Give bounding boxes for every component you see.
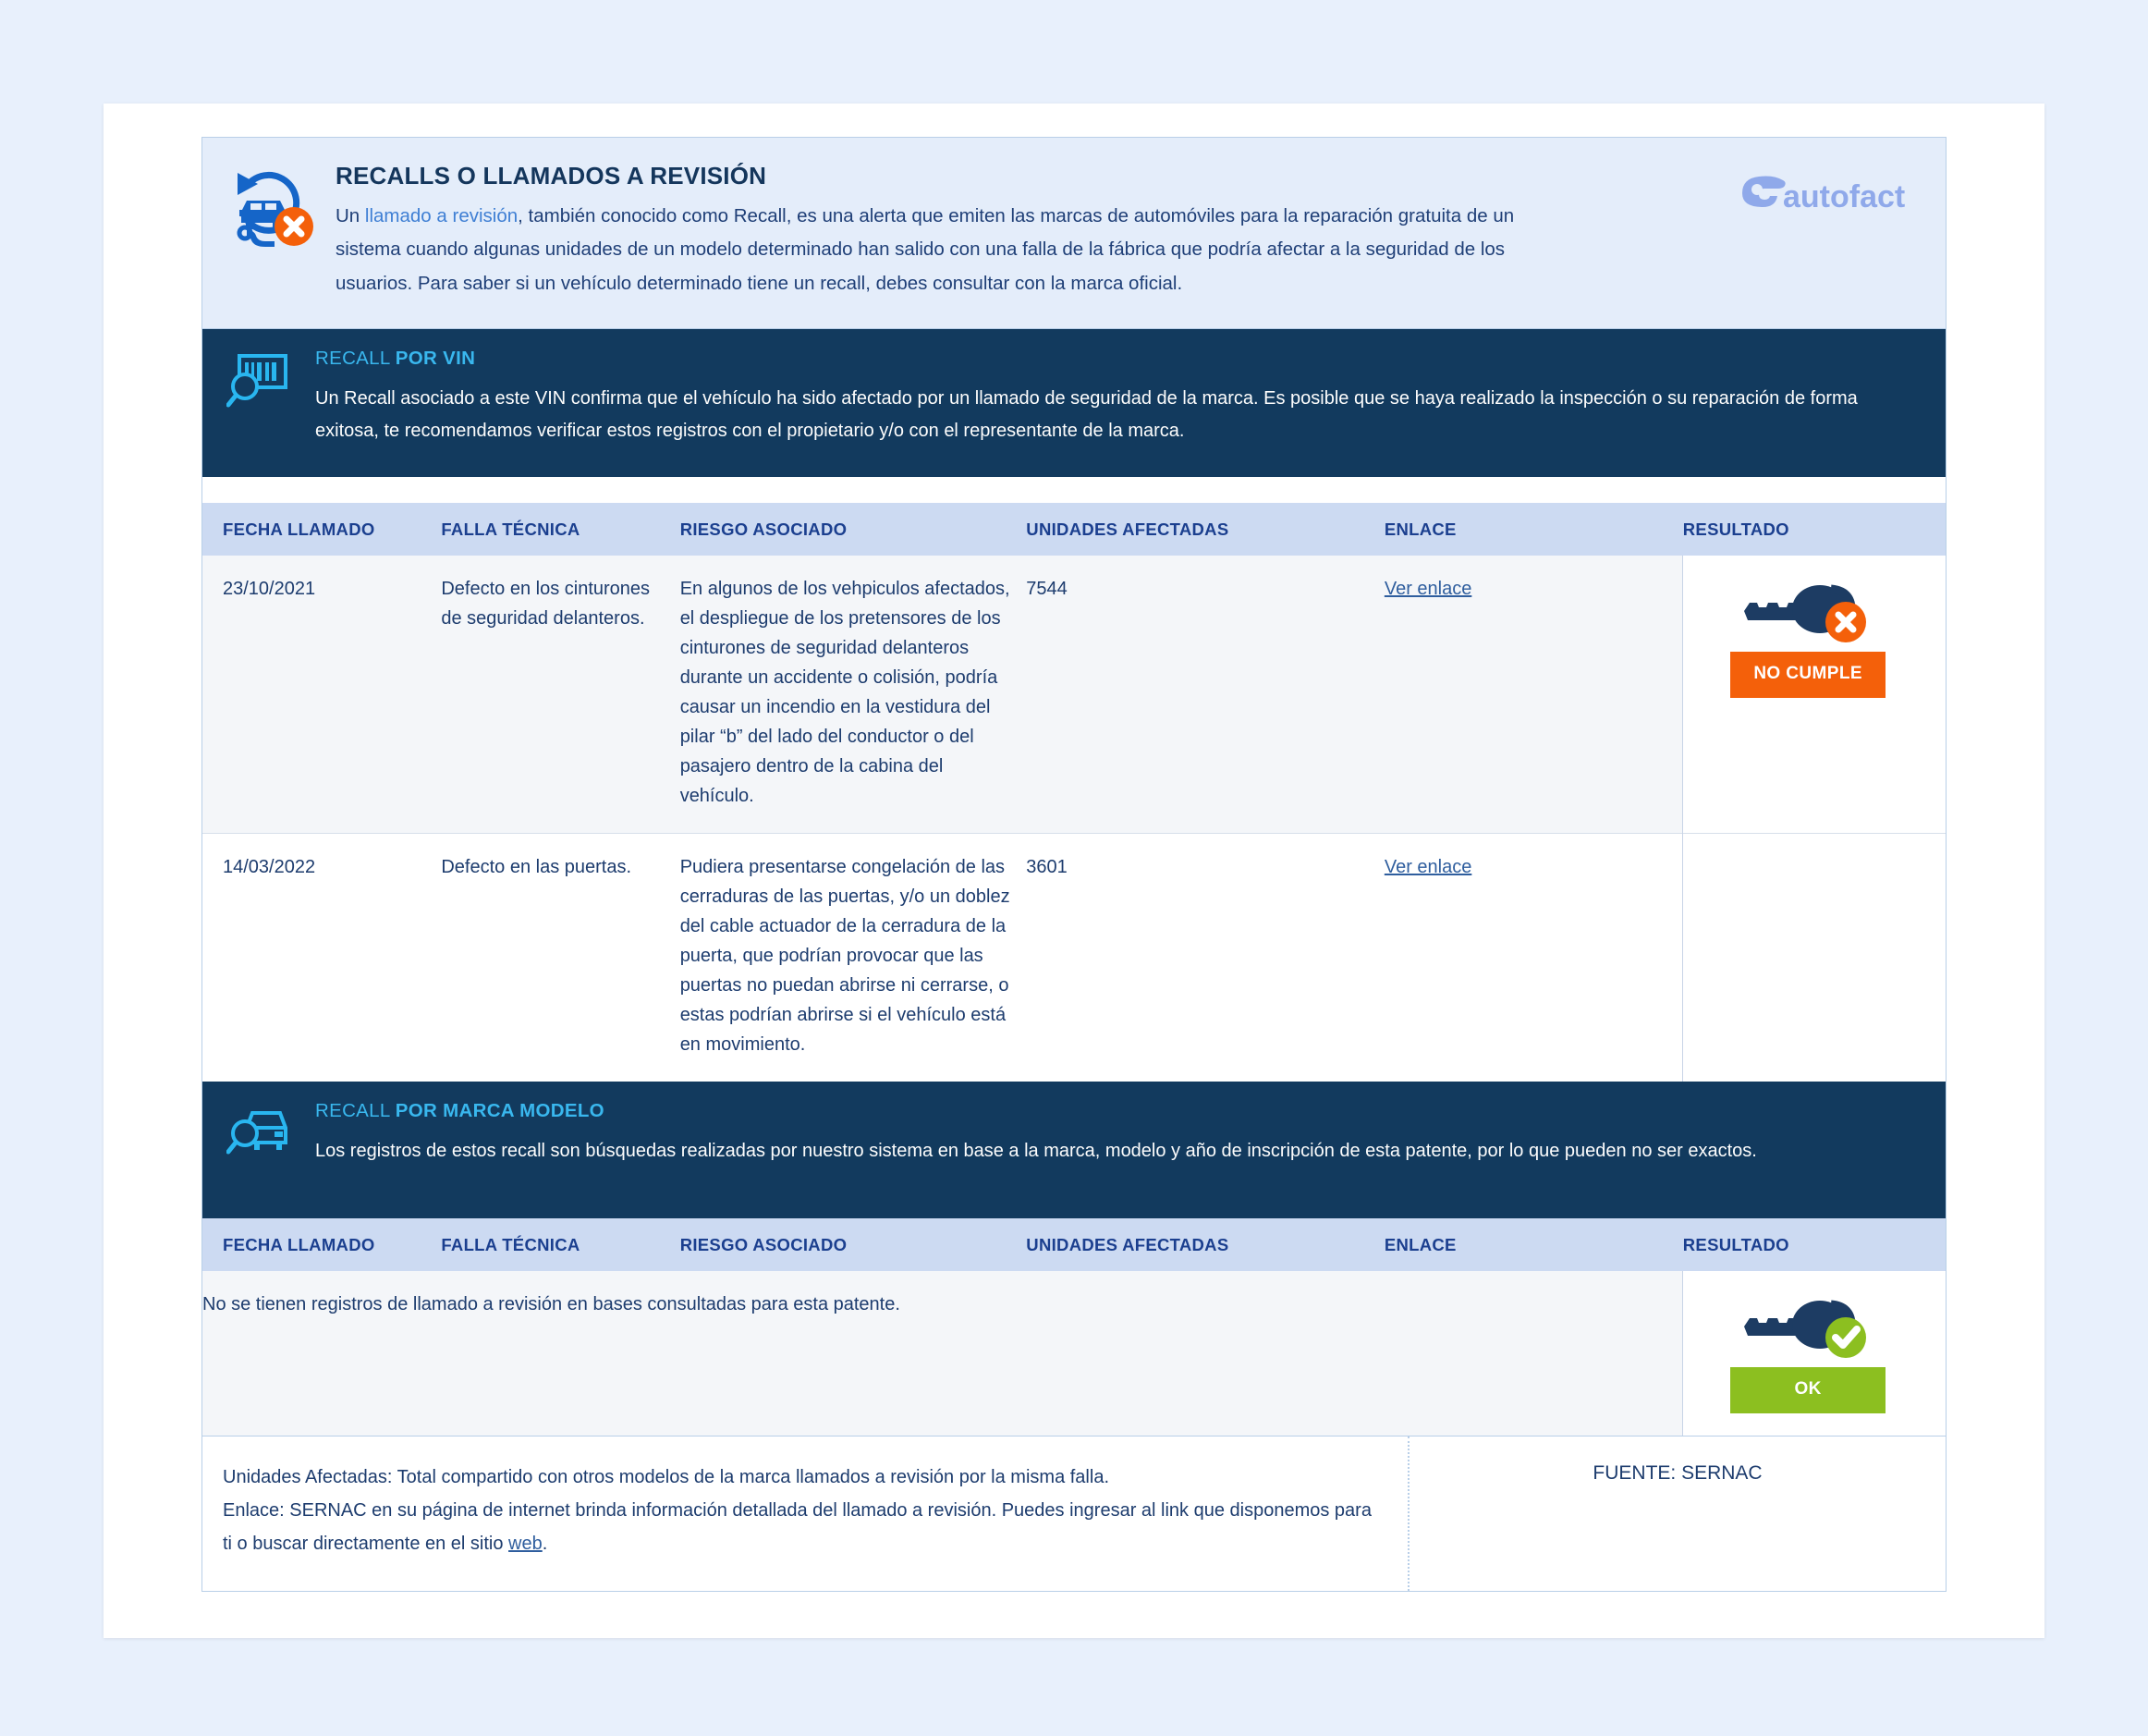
report-sheet	[104, 104, 2044, 1638]
table-row	[202, 556, 1946, 834]
marca-band-title	[315, 1100, 1918, 1122]
intro-text-block	[336, 160, 1703, 300]
cell-unidades: 3601	[1026, 834, 1385, 1082]
footer-notes	[202, 1436, 1410, 1591]
band-spacer	[202, 477, 1946, 503]
marca-band-body	[315, 1100, 1918, 1202]
table-row	[202, 834, 1946, 1082]
header-riesgo-asociado: RIESGO ASOCIADO	[680, 1218, 1027, 1271]
intro-text-before: Un	[336, 205, 365, 226]
cell-fecha: 14/03/2022	[202, 834, 441, 1082]
empty-state-message: No se tienen registros de llamado a revisión en bases consultadas para esta patente.	[202, 1271, 1683, 1435]
header-fecha-llamado: FECHA LLAMADO	[202, 1218, 441, 1271]
footer-enlace-text-a: Enlace: SERNAC en su página de internet brinda información detallada del llamado a revisión. Puedes ingresar al link que disponemos para ti o buscar directamente en el sitio	[223, 1499, 1372, 1554]
recall-marca-table	[202, 1218, 1946, 1435]
header-fecha-llamado: FECHA LLAMADO	[202, 503, 441, 556]
cell-unidades: 7544	[1026, 556, 1385, 834]
footer-line-unidades: Unidades Afectadas: Total compartido con otros modelos de la marca llamados a revisión por la misma falla.	[223, 1466, 1109, 1487]
vin-title-light: RECALL	[315, 348, 396, 370]
header-enlace: ENLACE	[1385, 1218, 1683, 1271]
header-enlace: ENLACE	[1385, 503, 1683, 556]
header-unidades-afectadas: UNIDADES AFECTADAS	[1026, 503, 1385, 556]
recall-vin-table	[202, 503, 1946, 1082]
intro-paragraph	[336, 200, 1528, 300]
table-row	[202, 1271, 1946, 1435]
header-resultado: RESULTADO	[1683, 1218, 1946, 1271]
table-header-row	[202, 503, 1946, 556]
key-error-icon	[1683, 574, 1933, 646]
intro-highlight: llamado a revisión	[364, 205, 519, 226]
page-title: RECALLS O LLAMADOS A REVISIÓN	[336, 162, 767, 189]
cell-riesgo: Pudiera presentarse congelación de las cerraduras de las puertas, y/o un doblez del cable actuador de la cerradura de la puerta, que podrían provocar que las puertas no puedan abrirse ni cerrarse, o estas podrían abrirse si el vehículo está en movimiento.	[680, 834, 1027, 1082]
header-unidades-afectadas: UNIDADES AFECTADAS	[1026, 1218, 1385, 1271]
header-falla-tecnica: FALLA TÉCNICA	[441, 1218, 679, 1271]
recall-por-marca-modelo-band	[202, 1082, 1946, 1218]
header-resultado: RESULTADO	[1683, 503, 1946, 556]
cell-fecha: 23/10/2021	[202, 556, 441, 834]
car-search-icon	[226, 1100, 300, 1202]
status-badge-ok: OK	[1730, 1367, 1886, 1412]
recall-car-icon	[226, 160, 323, 300]
web-link[interactable]: web	[508, 1533, 543, 1554]
marca-title-light: RECALL	[315, 1100, 396, 1122]
intro-header	[202, 138, 1946, 329]
cell-riesgo: En algunos de los vehpiculos afectados, el despliegue de los pretensores de los cinturones de seguridad delanteros durante un accidente o colisión, podría causar un incendio en la vestidura del pilar “b” del lado del conductor o del pasajero dentro de la cabina del vehículo.	[680, 556, 1027, 834]
cell-falla: Defecto en los cinturones de seguridad delanteros.	[441, 556, 679, 834]
cell-enlace	[1385, 556, 1683, 834]
header-falla-tecnica: FALLA TÉCNICA	[441, 503, 679, 556]
cell-resultado	[1683, 834, 1946, 1082]
ver-enlace-link[interactable]: Ver enlace	[1384, 579, 1472, 600]
footer-source: FUENTE: SERNAC	[1593, 1461, 1763, 1484]
cell-enlace	[1385, 834, 1683, 1082]
vin-scan-icon	[226, 348, 300, 460]
marca-band-description: Los registros de estos recall son búsquedas realizadas por nuestro sistema en base a la marca, modelo y año de inscripción de esta patente, por lo que pueden no ser exactos.	[315, 1141, 1757, 1162]
key-ok-icon	[1683, 1290, 1933, 1362]
vin-band-body	[315, 348, 1918, 460]
ver-enlace-link[interactable]: Ver enlace	[1384, 857, 1472, 878]
autofact-logo	[1716, 160, 1920, 300]
footer-enlace-text-b: .	[542, 1533, 548, 1554]
recalls-document	[201, 137, 1947, 1592]
marca-title-bold: POR MARCA MODELO	[395, 1100, 604, 1122]
vin-band-description: Un Recall asociado a este VIN confirma que el vehículo ha sido afectado por un llamado de seguridad de la marca. Es posible que se haya realizado la inspección o su reparación de forma exitosa, te recomendamos verificar estos registros con el propietario y/o con el representante de la marca.	[315, 388, 1858, 442]
intro-text-after: , también conocido como Recall, es una alerta que emiten las marcas de automóviles para la reparación gratuita de un sistema cuando algunas unidades de un modelo determinado han salido con una falla de la fábrica que podría afectar a la seguridad de los usuarios. Para saber si un vehículo determinado tiene un recall, debes consultar con la marca oficial.	[336, 205, 1515, 294]
footer-line-enlace	[223, 1494, 1380, 1560]
status-badge-no-cumple: NO CUMPLE	[1730, 652, 1886, 697]
vin-title-bold: POR VIN	[395, 348, 476, 370]
header-riesgo-asociado: RIESGO ASOCIADO	[680, 503, 1027, 556]
recall-por-vin-band	[202, 329, 1946, 477]
autofact-logo-text: autofact	[1783, 179, 1906, 214]
vin-band-title	[315, 348, 1918, 370]
cell-resultado	[1683, 556, 1946, 834]
cell-resultado	[1683, 1271, 1946, 1435]
table-header-row	[202, 1218, 1946, 1271]
cell-falla: Defecto en las puertas.	[441, 834, 679, 1082]
document-footer	[202, 1436, 1946, 1591]
